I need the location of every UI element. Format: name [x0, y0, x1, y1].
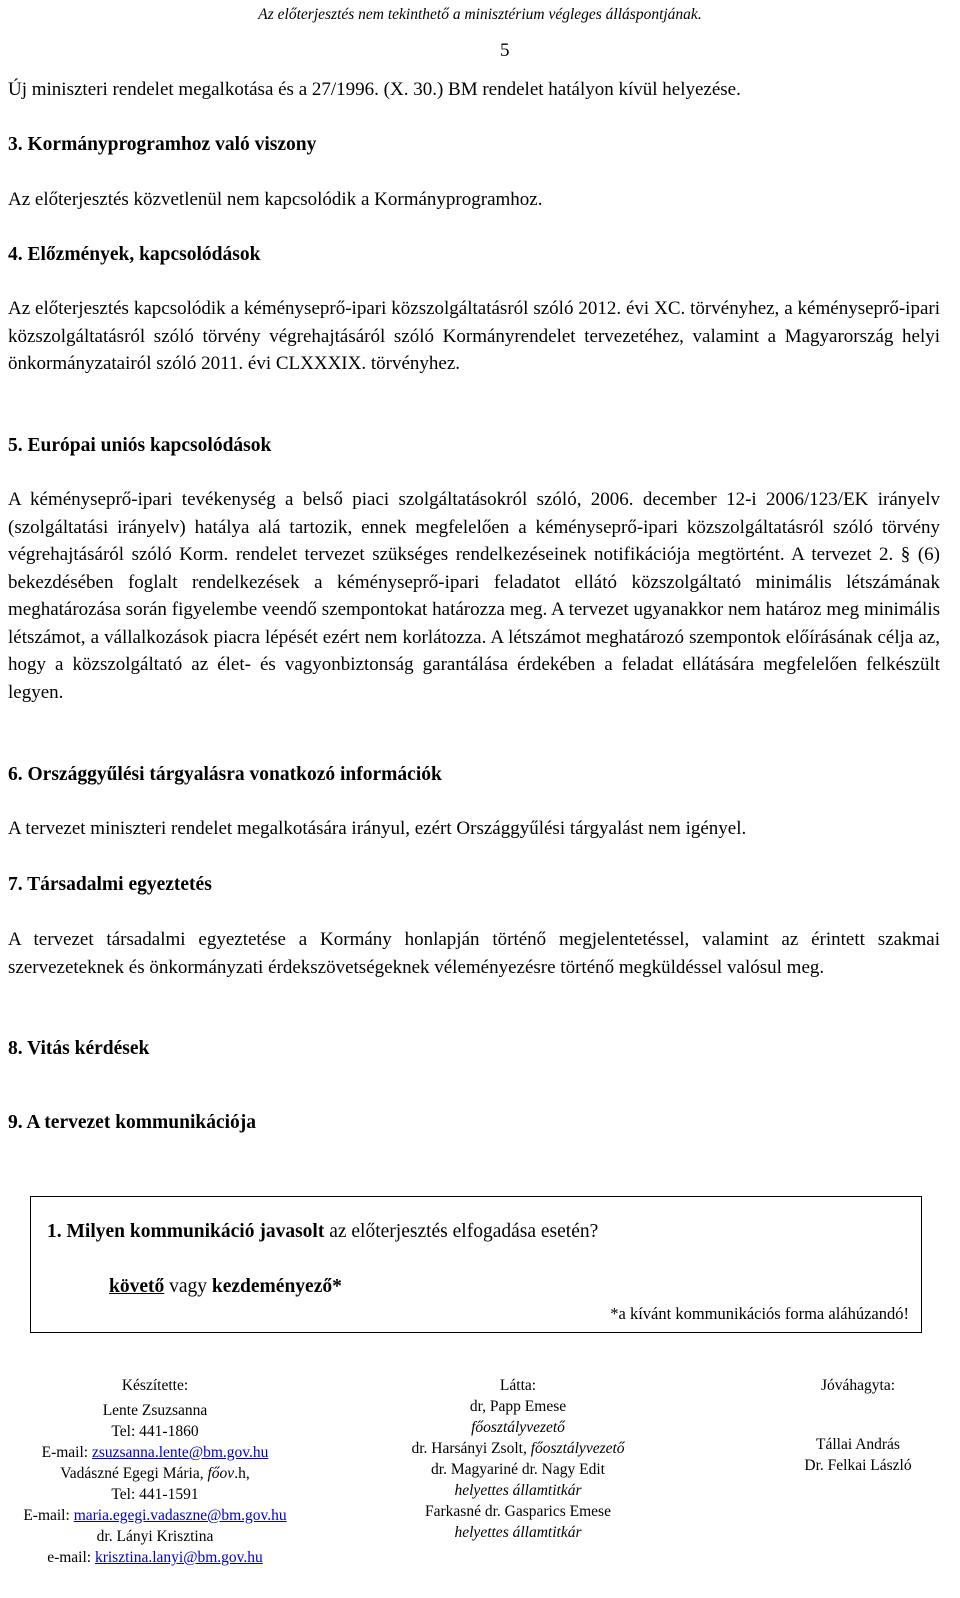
- seen-name-2: dr. Harsányi Zsolt,: [411, 1440, 531, 1457]
- approved-name-2: Dr. Felkai László: [804, 1457, 912, 1474]
- section-6-title: 6. Országgyűlési tárgyalásra vonatkozó információk: [8, 764, 442, 785]
- prepared-label: Készítette:: [121, 1377, 189, 1394]
- question-bold: Milyen kommunikáció javasolt: [66, 1221, 325, 1242]
- seen-label: Látta:: [499, 1377, 537, 1394]
- seen-title-3: helyettes államtitkár: [454, 1482, 582, 1499]
- communication-box: [30, 1196, 922, 1333]
- email-link-3[interactable]: krisztina.lanyi@bm.gov.hu: [94, 1549, 263, 1566]
- seen-name-4: Farkasné dr. Gasparics Emese: [425, 1503, 611, 1520]
- seen-title-1: főosztályvezető: [471, 1419, 565, 1436]
- prepared-title-2-suffix: .h,: [234, 1465, 250, 1482]
- email-label: E-mail:: [41, 1444, 92, 1461]
- approved-label: Jóváhagyta:: [820, 1377, 896, 1394]
- seen-name-1: dr, Papp Emese: [469, 1398, 567, 1415]
- prepared-by-block: [0, 1375, 310, 1568]
- prepared-email-1-line: [0, 1442, 310, 1463]
- page-number: 5: [500, 40, 510, 61]
- section-6-text: A tervezet miniszteri rendelet megalkotására irányul, ezért Országgyűlési tárgyalást nem igényel.: [8, 818, 747, 839]
- prepared-name-1: Lente Zsuzsanna: [102, 1402, 208, 1419]
- communication-note: *a kívánt kommunikációs forma aláhúzandó!: [610, 1304, 909, 1323]
- communication-choice: [109, 1276, 342, 1298]
- section-5-text: A kéményseprő-ipari tevékenység a belső piaci szolgáltatásokról szóló, 2006. december 12-i 2006/123/EK irányelv (szolgáltatási irányelv) hatálya alá tartozik, ennek megfelelően a kéményseprő-ipari közszolgáltatásról szóló törvény végrehajtásáról szóló Korm. rendelet tervezet szükséges rendelkezéseinek notifikációja megtörtént. A tervezet 2. § (6) bekezdésében foglalt rendelkezések a kéményseprő-ipari feladatot ellátó közszolgáltató minimális létszámának meghatározása során figyelembe veendő szempontokat határozza meg. A tervezet ugyanakkor nem határoz meg minimális létszámot, a vállalkozások piacra lépését ezért nem korlátozza. A létszámot meghatározó szempontok előírásának célja az, hogy a közszolgáltató az élet- és vagyonbiztonság garantálása érdekében a feladat ellátására megfelelően felkészült legyen.: [8, 489, 940, 703]
- prepared-title-2: főov: [207, 1465, 235, 1482]
- seen-by-block: [368, 1375, 668, 1543]
- section-7-title: 7. Társadalmi egyeztetés: [8, 874, 212, 895]
- email-label: e-mail:: [47, 1549, 95, 1566]
- section-9-title: 9. A tervezet kommunikációja: [8, 1112, 257, 1133]
- email-label: E-mail:: [23, 1507, 74, 1524]
- email-link-1[interactable]: zsuzsanna.lente@bm.gov.hu: [91, 1444, 269, 1461]
- communication-question: [47, 1221, 598, 1243]
- seen-title-2: főosztályvezető: [530, 1440, 625, 1457]
- prepared-email-2-line: [0, 1505, 310, 1526]
- intro-line: Új miniszteri rendelet megalkotása és a 27/1996. (X. 30.) BM rendelet hatályon kívül helyezése.: [8, 79, 741, 100]
- header-note: Az előterjesztés nem tekinthető a minisztérium végleges álláspontjának.: [258, 6, 702, 23]
- prepared-name-3: dr. Lányi Krisztina: [96, 1528, 214, 1545]
- prepared-name-2: Vadászné Egegi Mária,: [60, 1465, 208, 1482]
- seen-name-2-line: [368, 1438, 668, 1459]
- prepared-email-3-line: [0, 1547, 310, 1568]
- prepared-tel-1: Tel: 441-1860: [111, 1423, 199, 1440]
- section-7-text: A tervezet társadalmi egyeztetése a Kormány honlapján történő megjelentetéssel, valamint az érintett szakmai szervezeteknek és önkormányzati érdekszövetségeknek véleményezésre történő megküldéssel valósul meg.: [8, 929, 940, 978]
- email-link-2[interactable]: maria.egegi.vadaszne@bm.gov.hu: [73, 1507, 287, 1524]
- approved-name-1: Tállai András: [816, 1436, 900, 1453]
- option-separator: vagy: [164, 1276, 212, 1297]
- section-8-title: 8. Vitás kérdések: [8, 1038, 150, 1059]
- approved-by-block: [768, 1375, 948, 1476]
- seen-name-3: dr. Magyariné dr. Nagy Edit: [431, 1461, 605, 1478]
- option-initiate[interactable]: kezdeményező*: [211, 1276, 342, 1297]
- seen-title-4: helyettes államtitkár: [454, 1524, 582, 1541]
- section-4-text: Az előterjesztés kapcsolódik a kéményseprő-ipari közszolgáltatásról szóló 2012. évi XC. törvényhez, a kéményseprő-ipari közszolgáltatásról szóló törvény végrehajtásáról szóló Kormányrendelet tervezetéhez, valamint a Magyarország helyi önkormányzatairól szóló 2011. évi CLXXXIX. törvényhez.: [8, 298, 940, 374]
- section-3-text: Az előterjesztés közvetlenül nem kapcsolódik a Kormányprogramhoz.: [8, 189, 543, 210]
- option-follow[interactable]: követő: [109, 1276, 165, 1297]
- prepared-name-2-line: [0, 1463, 310, 1484]
- question-rest: az előterjesztés elfogadása esetén?: [324, 1221, 599, 1242]
- section-5-title: 5. Európai uniós kapcsolódások: [8, 435, 272, 456]
- question-number: 1.: [47, 1221, 67, 1242]
- prepared-tel-2: Tel: 441-1591: [111, 1486, 199, 1503]
- section-3-title: 3. Kormányprogramhoz való viszony: [8, 134, 317, 155]
- section-4-title: 4. Előzmények, kapcsolódások: [8, 244, 261, 265]
